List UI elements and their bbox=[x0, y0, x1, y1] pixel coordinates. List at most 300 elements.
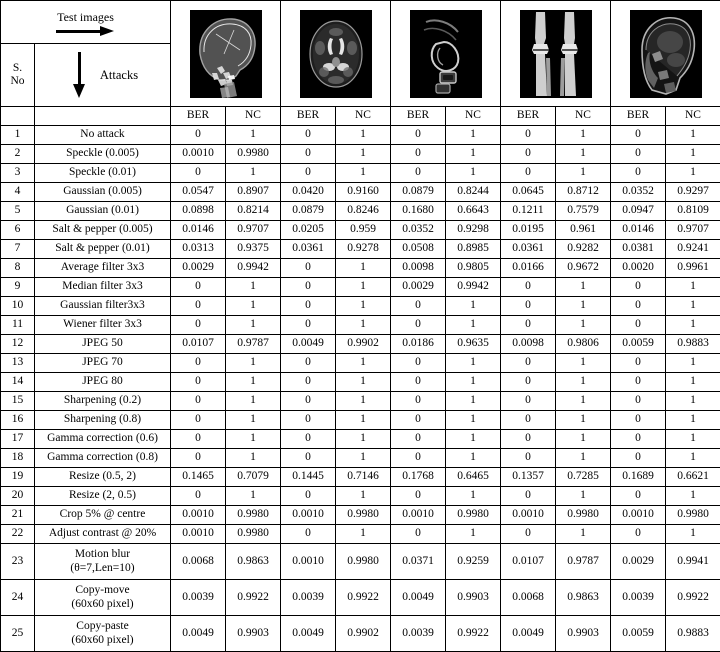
cell-image-2-ber: 0 bbox=[281, 297, 336, 316]
row-attack-name: Resize (2, 0.5) bbox=[35, 487, 171, 506]
cell-image-4-nc: 1 bbox=[556, 297, 611, 316]
cell-image-4-nc: 1 bbox=[556, 164, 611, 183]
cell-image-2-nc: 0.959 bbox=[336, 221, 391, 240]
cell-image-4-nc: 1 bbox=[556, 392, 611, 411]
cell-image-5-nc: 0.9883 bbox=[666, 335, 720, 354]
cell-image-4-ber: 0.0195 bbox=[501, 221, 556, 240]
cell-image-5-ber: 0 bbox=[611, 126, 666, 145]
cell-image-4-ber: 0 bbox=[501, 487, 556, 506]
row-attack-name: JPEG 70 bbox=[35, 354, 171, 373]
cell-image-5-nc: 0.9941 bbox=[666, 544, 720, 580]
cell-image-1-ber: 0.0010 bbox=[171, 506, 226, 525]
cell-image-5-nc: 1 bbox=[666, 145, 720, 164]
cell-image-5-nc: 0.9241 bbox=[666, 240, 720, 259]
metric-header-image-5-ber: BER bbox=[611, 107, 666, 126]
metric-header-image-4-nc: NC bbox=[556, 107, 611, 126]
cell-image-4-nc: 1 bbox=[556, 145, 611, 164]
cell-image-3-nc: 1 bbox=[446, 145, 501, 164]
cell-image-5-ber: 0 bbox=[611, 278, 666, 297]
cell-image-4-nc: 1 bbox=[556, 411, 611, 430]
cell-image-5-ber: 0 bbox=[611, 525, 666, 544]
attack-name-line1: Copy-move bbox=[35, 584, 170, 598]
cell-image-2-nc: 1 bbox=[336, 297, 391, 316]
row-serial-number: 11 bbox=[1, 316, 35, 335]
cell-image-3-ber: 0 bbox=[391, 297, 446, 316]
metric-header-image-2-nc: NC bbox=[336, 107, 391, 126]
cell-image-4-nc: 0.9672 bbox=[556, 259, 611, 278]
cell-image-4-nc: 0.961 bbox=[556, 221, 611, 240]
cell-image-5-ber: 0 bbox=[611, 392, 666, 411]
cell-image-5-ber: 0.0020 bbox=[611, 259, 666, 278]
cell-image-3-ber: 0.0508 bbox=[391, 240, 446, 259]
cell-image-5-ber: 0 bbox=[611, 145, 666, 164]
cell-image-5-ber: 0.0059 bbox=[611, 335, 666, 354]
cell-image-5-nc: 1 bbox=[666, 278, 720, 297]
table-row bbox=[1, 126, 720, 145]
cell-image-4-ber: 0 bbox=[501, 525, 556, 544]
cell-image-3-ber: 0.1680 bbox=[391, 202, 446, 221]
attacks-spacer-cell bbox=[35, 107, 171, 126]
cell-image-4-ber: 0.0098 bbox=[501, 335, 556, 354]
cell-image-3-ber: 0 bbox=[391, 449, 446, 468]
metric-header-image-3-nc: NC bbox=[446, 107, 501, 126]
row-serial-number: 13 bbox=[1, 354, 35, 373]
cell-image-1-ber: 0 bbox=[171, 354, 226, 373]
thumbnail-cell-image-3 bbox=[391, 1, 501, 107]
metric-header-image-5-nc: NC bbox=[666, 107, 720, 126]
cell-image-2-nc: 1 bbox=[336, 411, 391, 430]
cell-image-1-nc: 0.9707 bbox=[226, 221, 281, 240]
row-serial-number: 14 bbox=[1, 373, 35, 392]
row-serial-number: 9 bbox=[1, 278, 35, 297]
cell-image-2-ber: 0 bbox=[281, 145, 336, 164]
table-row bbox=[1, 487, 720, 506]
cell-image-2-nc: 1 bbox=[336, 164, 391, 183]
cell-image-4-nc: 1 bbox=[556, 487, 611, 506]
cell-image-1-nc: 1 bbox=[226, 126, 281, 145]
cell-image-5-ber: 0 bbox=[611, 411, 666, 430]
row-serial-number: 16 bbox=[1, 411, 35, 430]
cell-image-1-nc: 0.9922 bbox=[226, 580, 281, 616]
cell-image-3-nc: 1 bbox=[446, 430, 501, 449]
table-row bbox=[1, 354, 720, 373]
cell-image-5-ber: 0.0352 bbox=[611, 183, 666, 202]
row-attack-name: Salt & pepper (0.005) bbox=[35, 221, 171, 240]
cell-image-4-nc: 0.9980 bbox=[556, 506, 611, 525]
cell-image-2-ber: 0.0205 bbox=[281, 221, 336, 240]
cell-image-3-ber: 0.0371 bbox=[391, 544, 446, 580]
cell-image-4-ber: 0.0107 bbox=[501, 544, 556, 580]
cell-image-3-ber: 0 bbox=[391, 487, 446, 506]
thumbnail-cell-image-4 bbox=[501, 1, 611, 107]
metric-header-image-3-ber: BER bbox=[391, 107, 446, 126]
cell-image-5-ber: 0.0039 bbox=[611, 580, 666, 616]
cell-image-1-nc: 1 bbox=[226, 392, 281, 411]
table-row bbox=[1, 259, 720, 278]
cell-image-1-ber: 0.0010 bbox=[171, 525, 226, 544]
cell-image-3-ber: 0.0879 bbox=[391, 183, 446, 202]
cell-image-2-ber: 0 bbox=[281, 316, 336, 335]
attacks-label: Attacks bbox=[100, 68, 138, 82]
metric-header-image-4-ber: BER bbox=[501, 107, 556, 126]
cell-image-1-ber: 0 bbox=[171, 430, 226, 449]
cell-image-5-nc: 1 bbox=[666, 525, 720, 544]
cell-image-2-nc: 0.7146 bbox=[336, 468, 391, 487]
cell-image-3-ber: 0.0352 bbox=[391, 221, 446, 240]
table-row bbox=[1, 449, 720, 468]
cell-image-5-nc: 1 bbox=[666, 392, 720, 411]
row-serial-number: 1 bbox=[1, 126, 35, 145]
row-serial-number: 17 bbox=[1, 430, 35, 449]
cell-image-5-nc: 0.6621 bbox=[666, 468, 720, 487]
cell-image-1-ber: 0 bbox=[171, 373, 226, 392]
spine-sagittal-scan-thumbnail bbox=[410, 10, 482, 98]
cell-image-4-ber: 0 bbox=[501, 354, 556, 373]
cell-image-4-nc: 0.9903 bbox=[556, 616, 611, 652]
cell-image-4-ber: 0 bbox=[501, 316, 556, 335]
cell-image-4-ber: 0.0068 bbox=[501, 580, 556, 616]
cell-image-3-nc: 0.9635 bbox=[446, 335, 501, 354]
cell-image-2-nc: 1 bbox=[336, 278, 391, 297]
cell-image-5-ber: 0.0010 bbox=[611, 506, 666, 525]
cell-image-2-nc: 1 bbox=[336, 354, 391, 373]
cell-image-1-nc: 0.9980 bbox=[226, 506, 281, 525]
table-row bbox=[1, 580, 720, 616]
cell-image-5-nc: 1 bbox=[666, 487, 720, 506]
cell-image-1-ber: 0.0146 bbox=[171, 221, 226, 240]
cell-image-4-nc: 1 bbox=[556, 278, 611, 297]
cell-image-2-ber: 0 bbox=[281, 525, 336, 544]
cell-image-2-nc: 1 bbox=[336, 145, 391, 164]
cell-image-2-ber: 0 bbox=[281, 278, 336, 297]
cell-image-1-nc: 0.8214 bbox=[226, 202, 281, 221]
cell-image-4-ber: 0 bbox=[501, 449, 556, 468]
cell-image-4-nc: 0.7579 bbox=[556, 202, 611, 221]
cell-image-4-ber: 0.0049 bbox=[501, 616, 556, 652]
table-row bbox=[1, 525, 720, 544]
cell-image-4-nc: 1 bbox=[556, 373, 611, 392]
cell-image-5-nc: 1 bbox=[666, 373, 720, 392]
cell-image-4-ber: 0 bbox=[501, 297, 556, 316]
cell-image-2-nc: 1 bbox=[336, 126, 391, 145]
table-row bbox=[1, 316, 720, 335]
thumbnail-cell-image-1 bbox=[171, 1, 281, 107]
row-attack-name: Wiener filter 3x3 bbox=[35, 316, 171, 335]
cell-image-2-ber: 0 bbox=[281, 164, 336, 183]
cell-image-2-ber: 0.0879 bbox=[281, 202, 336, 221]
row-attack-name: Gaussian (0.01) bbox=[35, 202, 171, 221]
cell-image-1-ber: 0.0547 bbox=[171, 183, 226, 202]
cell-image-5-nc: 0.9707 bbox=[666, 221, 720, 240]
row-attack-name: Sharpening (0.2) bbox=[35, 392, 171, 411]
cell-image-2-ber: 0 bbox=[281, 354, 336, 373]
cell-image-5-nc: 1 bbox=[666, 430, 720, 449]
knee-xray-thumbnail bbox=[520, 10, 592, 98]
cell-image-2-nc: 0.9160 bbox=[336, 183, 391, 202]
cell-image-3-ber: 0 bbox=[391, 525, 446, 544]
cell-image-5-ber: 0 bbox=[611, 449, 666, 468]
attack-name-line2: (θ=7,Len=10) bbox=[35, 562, 170, 576]
cell-image-2-nc: 0.9902 bbox=[336, 335, 391, 354]
cell-image-5-nc: 1 bbox=[666, 126, 720, 145]
cell-image-1-ber: 0.0039 bbox=[171, 580, 226, 616]
cell-image-2-ber: 0 bbox=[281, 430, 336, 449]
row-serial-number: 10 bbox=[1, 297, 35, 316]
cell-image-4-ber: 0.1211 bbox=[501, 202, 556, 221]
cell-image-3-nc: 0.9298 bbox=[446, 221, 501, 240]
cell-image-5-nc: 1 bbox=[666, 354, 720, 373]
cell-image-2-ber: 0.1445 bbox=[281, 468, 336, 487]
cell-image-3-nc: 1 bbox=[446, 487, 501, 506]
cell-image-5-nc: 0.9883 bbox=[666, 616, 720, 652]
cell-image-1-nc: 1 bbox=[226, 430, 281, 449]
row-serial-number: 25 bbox=[1, 616, 35, 652]
cell-image-5-ber: 0.1689 bbox=[611, 468, 666, 487]
row-serial-number: 24 bbox=[1, 580, 35, 616]
row-attack-name: Speckle (0.01) bbox=[35, 164, 171, 183]
cell-image-1-ber: 0.0029 bbox=[171, 259, 226, 278]
cell-image-2-nc: 0.9278 bbox=[336, 240, 391, 259]
cell-image-4-ber: 0 bbox=[501, 164, 556, 183]
cell-image-2-ber: 0.0420 bbox=[281, 183, 336, 202]
table-row bbox=[1, 468, 720, 487]
cell-image-5-nc: 1 bbox=[666, 164, 720, 183]
cell-image-3-nc: 1 bbox=[446, 525, 501, 544]
cell-image-5-ber: 0.0381 bbox=[611, 240, 666, 259]
brain-axial-mri-thumbnail bbox=[300, 10, 372, 98]
cell-image-3-nc: 0.8244 bbox=[446, 183, 501, 202]
cell-image-1-nc: 1 bbox=[226, 487, 281, 506]
header-row-images bbox=[1, 1, 720, 44]
cell-image-2-nc: 1 bbox=[336, 392, 391, 411]
cell-image-5-nc: 0.9980 bbox=[666, 506, 720, 525]
row-attack-name: Salt & pepper (0.01) bbox=[35, 240, 171, 259]
row-serial-number: 8 bbox=[1, 259, 35, 278]
cell-image-5-ber: 0 bbox=[611, 354, 666, 373]
cell-image-1-ber: 0 bbox=[171, 449, 226, 468]
cell-image-3-nc: 0.9922 bbox=[446, 616, 501, 652]
cell-image-1-nc: 0.7079 bbox=[226, 468, 281, 487]
cell-image-1-nc: 1 bbox=[226, 278, 281, 297]
attacks-header-cell bbox=[35, 44, 171, 107]
cell-image-3-ber: 0 bbox=[391, 430, 446, 449]
cell-image-2-ber: 0 bbox=[281, 449, 336, 468]
cell-image-5-ber: 0 bbox=[611, 430, 666, 449]
row-attack-name: Speckle (0.005) bbox=[35, 145, 171, 164]
table-row bbox=[1, 202, 720, 221]
cell-image-3-ber: 0.1768 bbox=[391, 468, 446, 487]
cell-image-4-ber: 0 bbox=[501, 126, 556, 145]
cell-image-2-ber: 0.0010 bbox=[281, 506, 336, 525]
cell-image-5-ber: 0 bbox=[611, 164, 666, 183]
cell-image-4-nc: 0.9863 bbox=[556, 580, 611, 616]
cell-image-3-nc: 1 bbox=[446, 354, 501, 373]
table-row bbox=[1, 278, 720, 297]
cell-image-3-nc: 0.9903 bbox=[446, 580, 501, 616]
cell-image-4-nc: 1 bbox=[556, 126, 611, 145]
cell-image-1-nc: 1 bbox=[226, 164, 281, 183]
row-serial-number: 21 bbox=[1, 506, 35, 525]
cell-image-3-nc: 1 bbox=[446, 297, 501, 316]
cell-image-2-nc: 0.9980 bbox=[336, 544, 391, 580]
cell-image-4-ber: 0.0361 bbox=[501, 240, 556, 259]
row-serial-number: 7 bbox=[1, 240, 35, 259]
row-serial-number: 22 bbox=[1, 525, 35, 544]
table-row bbox=[1, 392, 720, 411]
cell-image-2-ber: 0 bbox=[281, 126, 336, 145]
cell-image-1-nc: 0.9942 bbox=[226, 259, 281, 278]
cell-image-1-ber: 0.0107 bbox=[171, 335, 226, 354]
row-attack-name bbox=[35, 580, 171, 616]
cell-image-3-ber: 0.0186 bbox=[391, 335, 446, 354]
table-row bbox=[1, 240, 720, 259]
cell-image-2-nc: 1 bbox=[336, 316, 391, 335]
skull-lateral-xray-thumbnail bbox=[190, 10, 262, 98]
row-serial-number: 2 bbox=[1, 145, 35, 164]
cell-image-3-ber: 0 bbox=[391, 354, 446, 373]
row-serial-number: 12 bbox=[1, 335, 35, 354]
cell-image-2-nc: 1 bbox=[336, 525, 391, 544]
row-serial-number: 19 bbox=[1, 468, 35, 487]
cell-image-1-nc: 0.8907 bbox=[226, 183, 281, 202]
cell-image-2-ber: 0 bbox=[281, 392, 336, 411]
table-row bbox=[1, 506, 720, 525]
cell-image-2-ber: 0 bbox=[281, 487, 336, 506]
test-images-label: Test images bbox=[1, 11, 170, 25]
table-row bbox=[1, 616, 720, 652]
cell-image-5-ber: 0 bbox=[611, 297, 666, 316]
cell-image-3-ber: 0 bbox=[391, 316, 446, 335]
cell-image-4-nc: 1 bbox=[556, 430, 611, 449]
metric-header-image-1-ber: BER bbox=[171, 107, 226, 126]
cell-image-2-nc: 1 bbox=[336, 259, 391, 278]
cell-image-2-nc: 0.8246 bbox=[336, 202, 391, 221]
cell-image-4-ber: 0 bbox=[501, 373, 556, 392]
metric-header-image-1-nc: NC bbox=[226, 107, 281, 126]
row-serial-number: 3 bbox=[1, 164, 35, 183]
row-attack-name: Median filter 3x3 bbox=[35, 278, 171, 297]
cell-image-3-nc: 1 bbox=[446, 392, 501, 411]
cell-image-1-nc: 0.9375 bbox=[226, 240, 281, 259]
cell-image-5-ber: 0 bbox=[611, 316, 666, 335]
cell-image-3-nc: 1 bbox=[446, 164, 501, 183]
cell-image-3-ber: 0.0098 bbox=[391, 259, 446, 278]
cell-image-5-nc: 1 bbox=[666, 411, 720, 430]
cell-image-2-nc: 1 bbox=[336, 449, 391, 468]
attack-name-line1: Copy-paste bbox=[35, 620, 170, 634]
cell-image-2-ber: 0 bbox=[281, 373, 336, 392]
cell-image-4-ber: 0 bbox=[501, 278, 556, 297]
cell-image-4-nc: 0.9806 bbox=[556, 335, 611, 354]
cell-image-3-nc: 0.9942 bbox=[446, 278, 501, 297]
cell-image-5-nc: 1 bbox=[666, 316, 720, 335]
row-attack-name: Gamma correction (0.8) bbox=[35, 449, 171, 468]
cell-image-2-nc: 0.9902 bbox=[336, 616, 391, 652]
table-row bbox=[1, 335, 720, 354]
cell-image-5-nc: 0.9922 bbox=[666, 580, 720, 616]
cell-image-1-ber: 0.0010 bbox=[171, 145, 226, 164]
cell-image-4-ber: 0.1357 bbox=[501, 468, 556, 487]
cell-image-3-ber: 0.0029 bbox=[391, 278, 446, 297]
cell-image-3-ber: 0 bbox=[391, 392, 446, 411]
row-attack-name: Average filter 3x3 bbox=[35, 259, 171, 278]
cell-image-3-ber: 0 bbox=[391, 411, 446, 430]
cell-image-1-ber: 0 bbox=[171, 278, 226, 297]
header-row-metrics bbox=[1, 107, 720, 126]
thumbnail-cell-image-5 bbox=[611, 1, 720, 107]
cell-image-2-ber: 0.0049 bbox=[281, 335, 336, 354]
cell-image-4-nc: 0.8712 bbox=[556, 183, 611, 202]
cell-image-3-ber: 0 bbox=[391, 145, 446, 164]
cell-image-5-nc: 1 bbox=[666, 449, 720, 468]
cell-image-4-ber: 0.0166 bbox=[501, 259, 556, 278]
thumbnail-cell-image-2 bbox=[281, 1, 391, 107]
cell-image-3-nc: 1 bbox=[446, 373, 501, 392]
cell-image-1-ber: 0.0898 bbox=[171, 202, 226, 221]
row-serial-number: 4 bbox=[1, 183, 35, 202]
arrow-down-icon bbox=[73, 52, 86, 98]
cell-image-4-ber: 0.0645 bbox=[501, 183, 556, 202]
row-serial-number: 23 bbox=[1, 544, 35, 580]
row-serial-number: 6 bbox=[1, 221, 35, 240]
cell-image-5-ber: 0.0029 bbox=[611, 544, 666, 580]
cell-image-1-nc: 0.9980 bbox=[226, 525, 281, 544]
cell-image-2-ber: 0 bbox=[281, 411, 336, 430]
cell-image-3-ber: 0 bbox=[391, 126, 446, 145]
cell-image-2-ber: 0.0361 bbox=[281, 240, 336, 259]
cell-image-1-nc: 0.9980 bbox=[226, 145, 281, 164]
row-serial-number: 5 bbox=[1, 202, 35, 221]
cell-image-5-nc: 0.9297 bbox=[666, 183, 720, 202]
cell-image-4-nc: 1 bbox=[556, 354, 611, 373]
cell-image-4-ber: 0 bbox=[501, 411, 556, 430]
row-attack-name bbox=[35, 616, 171, 652]
test-images-header-cell bbox=[1, 1, 171, 44]
cell-image-1-nc: 1 bbox=[226, 373, 281, 392]
cell-image-1-ber: 0 bbox=[171, 297, 226, 316]
cell-image-1-ber: 0 bbox=[171, 392, 226, 411]
row-attack-name: Gaussian filter3x3 bbox=[35, 297, 171, 316]
cell-image-4-nc: 1 bbox=[556, 316, 611, 335]
cell-image-1-nc: 1 bbox=[226, 297, 281, 316]
cell-image-2-nc: 1 bbox=[336, 487, 391, 506]
cell-image-1-ber: 0.0068 bbox=[171, 544, 226, 580]
table-row bbox=[1, 373, 720, 392]
cell-image-2-nc: 0.9980 bbox=[336, 506, 391, 525]
cell-image-1-nc: 1 bbox=[226, 316, 281, 335]
arrow-right-icon bbox=[56, 26, 116, 37]
cell-image-3-ber: 0 bbox=[391, 373, 446, 392]
table-row bbox=[1, 145, 720, 164]
cell-image-3-nc: 0.8985 bbox=[446, 240, 501, 259]
cell-image-2-nc: 0.9922 bbox=[336, 580, 391, 616]
sno-header-line1: S. bbox=[1, 62, 34, 75]
sno-header-cell bbox=[1, 44, 35, 107]
cell-image-5-nc: 0.8109 bbox=[666, 202, 720, 221]
cell-image-5-ber: 0 bbox=[611, 487, 666, 506]
cell-image-1-ber: 0 bbox=[171, 164, 226, 183]
cell-image-5-ber: 0.0146 bbox=[611, 221, 666, 240]
cell-image-3-nc: 1 bbox=[446, 449, 501, 468]
cell-image-1-ber: 0 bbox=[171, 126, 226, 145]
row-attack-name bbox=[35, 544, 171, 580]
cell-image-3-nc: 1 bbox=[446, 316, 501, 335]
cell-image-5-ber: 0.0059 bbox=[611, 616, 666, 652]
cell-image-4-ber: 0.0010 bbox=[501, 506, 556, 525]
cell-image-4-ber: 0 bbox=[501, 430, 556, 449]
cell-image-3-ber: 0 bbox=[391, 164, 446, 183]
table-row bbox=[1, 411, 720, 430]
